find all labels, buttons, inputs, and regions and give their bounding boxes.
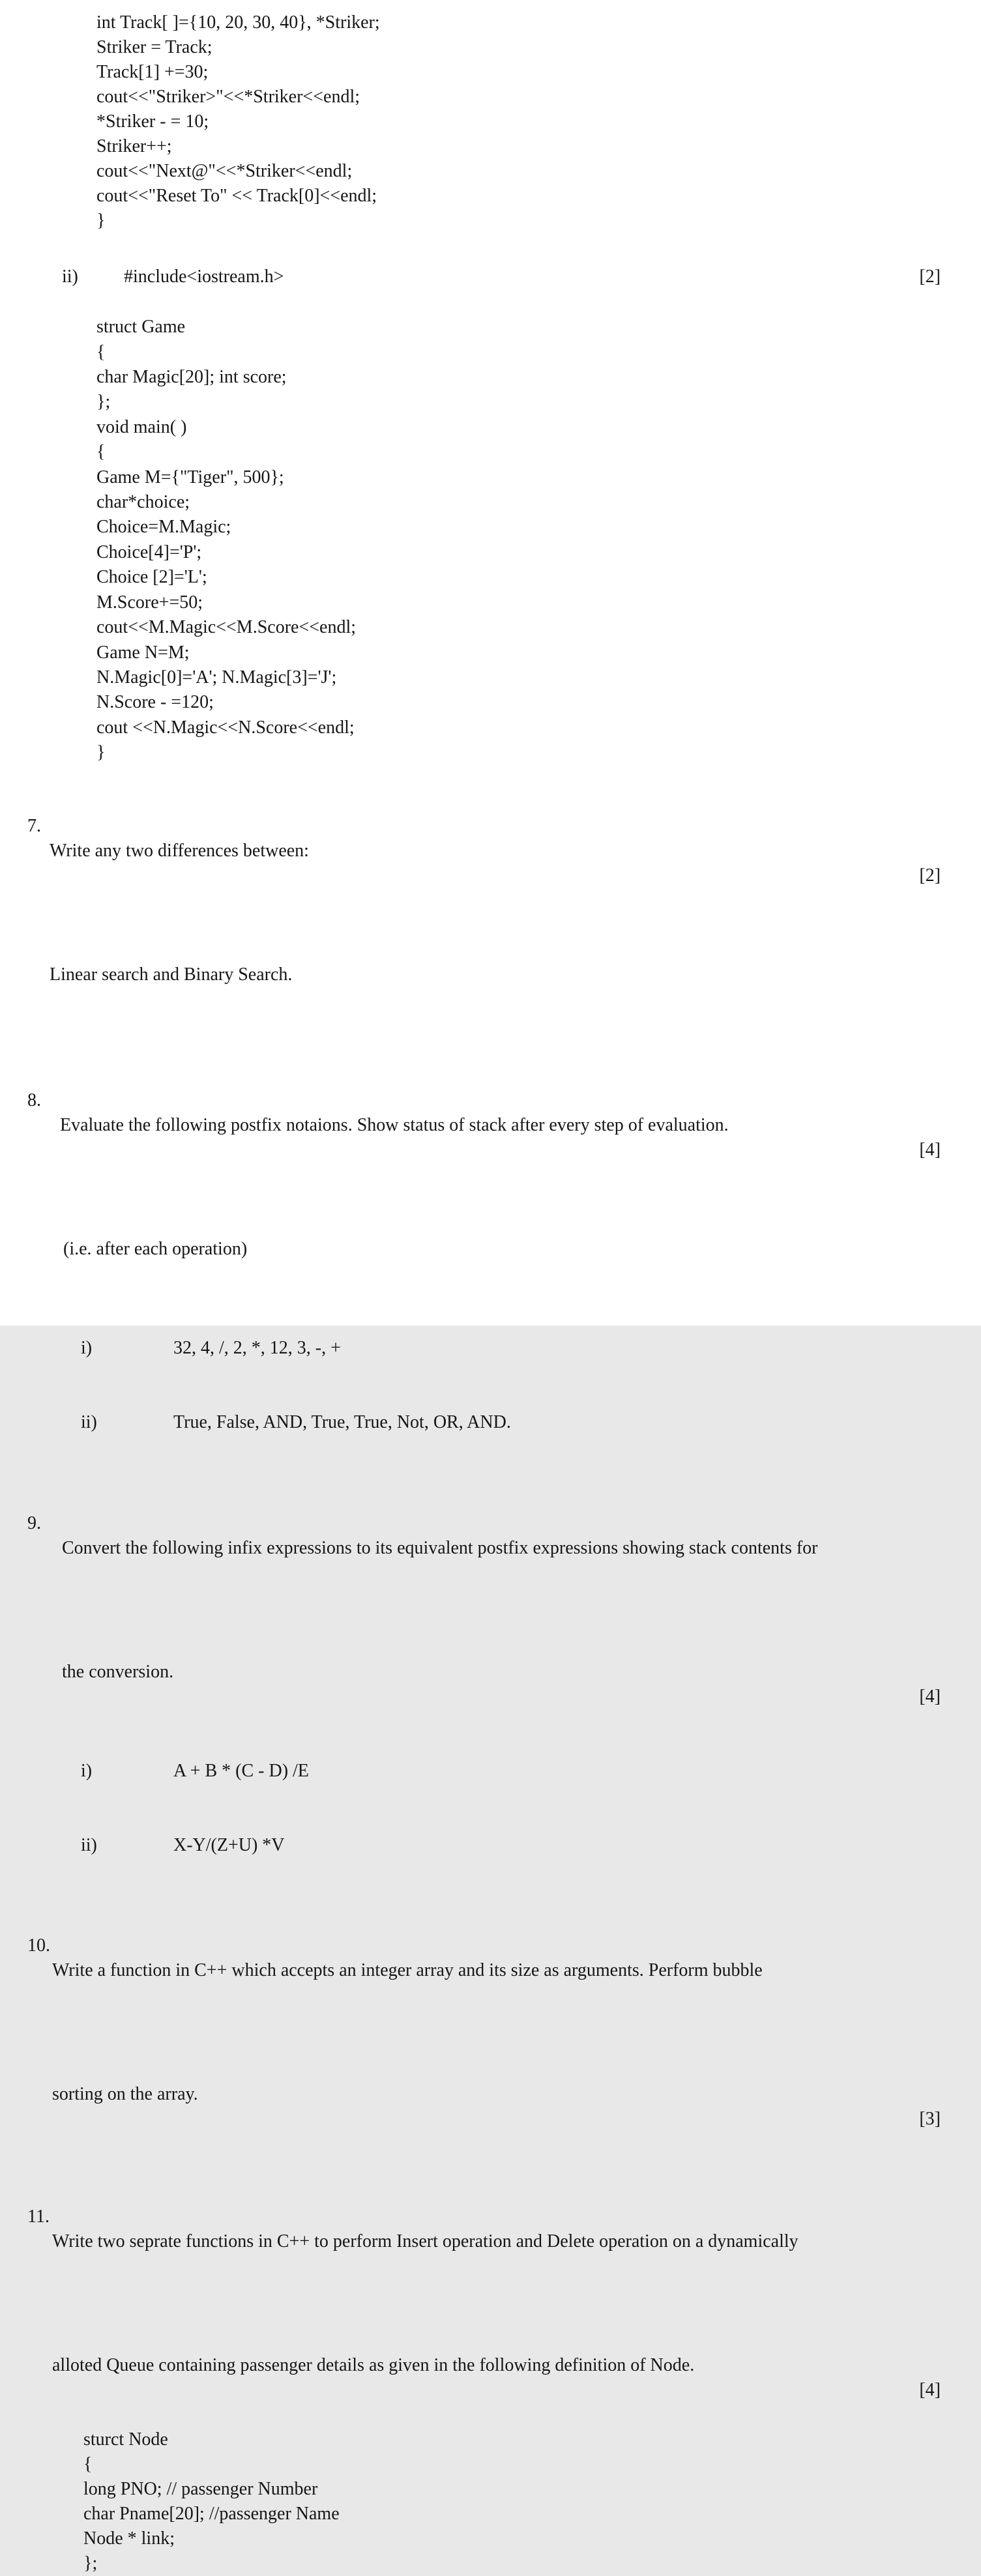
code-line: Game N=M; <box>96 642 190 663</box>
part-ii-first-line <box>0 240 981 315</box>
code-line: cout <<N.Magic<<N.Score<<endl; <box>96 717 355 738</box>
question-8-item-ii <box>0 1385 981 1460</box>
code-line: Striker++; <box>96 136 172 156</box>
code-line: M.Score+=50; <box>96 592 203 613</box>
question-number: 8. <box>27 1090 41 1110</box>
question-10 <box>0 1909 981 2156</box>
question-text: sorting on the array. <box>52 2083 198 2104</box>
code-line: { <box>96 341 106 362</box>
question-8 <box>0 1064 981 1460</box>
question-11-line-1 <box>0 2180 981 2304</box>
code-line: cout<<M.Magic<<M.Score<<endl; <box>96 617 357 638</box>
code-line: struct Game <box>96 317 186 338</box>
question-9-item-ii <box>0 1808 981 1883</box>
question-text: Write any two differences between: <box>50 840 309 861</box>
code-line: }; <box>96 392 111 412</box>
item-label: i) <box>81 1337 93 1358</box>
code-line: void main( ) <box>96 416 187 437</box>
question-text: (i.e. after each operation) <box>63 1238 248 1259</box>
code-line: *Striker - = 10; <box>96 111 209 132</box>
code-line: Choice=M.Magic; <box>96 517 231 538</box>
code-line: N.Magic[0]='A'; N.Magic[3]='J'; <box>96 667 337 687</box>
code-line: } <box>96 742 106 763</box>
code-line: cout<<"Reset To" << Track[0]<<endl; <box>96 186 377 206</box>
code-line: cout<<"Next@"<<*Striker<<endl; <box>96 161 353 181</box>
code-line: char Magic[20]; int score; <box>96 367 287 388</box>
code-line: Striker = Track; <box>96 37 212 57</box>
marks-badge: [4] <box>919 2379 941 2400</box>
question-number: 11. <box>27 2206 50 2227</box>
question-10-line-1 <box>0 1909 981 2033</box>
marks-badge: [3] <box>919 2108 941 2129</box>
code-line: int Track[ ]={10, 20, 30, 40}, *Striker; <box>96 12 380 33</box>
code-line: cout<<"Striker>"<<*Striker<<endl; <box>96 87 360 107</box>
question-10-line-2 <box>0 2033 981 2156</box>
item-text: A + B * (C - D) /E <box>173 1760 309 1781</box>
code-line: }; <box>83 2553 98 2573</box>
code-line: } <box>96 210 106 231</box>
code-line: { <box>96 442 106 463</box>
code-line: long PNO; // passenger Number <box>83 2478 318 2499</box>
code-line: char Pname[20]; //passenger Name <box>83 2503 340 2524</box>
item-text: True, False, AND, True, True, Not, OR, AND. <box>173 1411 511 1432</box>
question-text: Evaluate the following postfix notaions. Show status of stack after every step of evaluation. <box>60 1114 729 1135</box>
question-number: 10. <box>27 1935 50 1956</box>
question-9-item-i <box>0 1734 981 1808</box>
code-line: { <box>83 2453 93 2474</box>
question-text: Write a function in C++ which accepts an integer array and its size as arguments. Perform bubble <box>52 1960 763 1980</box>
question-number: 9. <box>27 1512 41 1533</box>
marks-badge: [4] <box>919 1139 941 1160</box>
question-8-line-1 <box>0 1064 981 1187</box>
item-label: i) <box>81 1760 93 1781</box>
question-text: Linear search and Binary Search. <box>50 964 293 985</box>
question-8-item-i <box>0 1311 981 1385</box>
code-line: Choice[4]='P'; <box>96 542 202 562</box>
question-8-line-2 <box>0 1187 981 1311</box>
item-label: ii) <box>81 1411 97 1432</box>
item-label: ii) <box>62 267 78 287</box>
question-number: 7. <box>27 815 41 836</box>
question-text: Convert the following infix expressions to its equivalent postfix expressions showing stack contents for <box>62 1537 818 1558</box>
code-line: sturct Node <box>83 2429 168 2450</box>
question-11-line-2 <box>0 2304 981 2427</box>
code-line: #include<iostream.h> <box>124 267 284 287</box>
marks-badge: [2] <box>919 267 941 287</box>
part-ii-block <box>0 240 981 766</box>
question-7-line-1 <box>0 789 981 913</box>
item-text: X-Y/(Z+U) *V <box>173 1834 285 1855</box>
question-7-line-2 <box>0 913 981 1037</box>
question-text: Write two seprate functions in C++ to perform Insert operation and Delete operation on a dynamically <box>52 2231 798 2251</box>
question-text: alloted Queue containing passenger details as given in the following definition of Node. <box>52 2354 695 2375</box>
code-line: char*choice; <box>96 492 190 513</box>
question-9-line-2 <box>0 1610 981 1734</box>
question-9 <box>0 1486 981 1883</box>
code-line: Choice [2]='L'; <box>96 567 207 588</box>
item-text: 32, 4, /, 2, *, 12, 3, -, + <box>173 1337 341 1358</box>
question-7 <box>0 789 981 1037</box>
question-text: the conversion. <box>62 1661 174 1682</box>
marks-badge: [4] <box>919 1686 941 1707</box>
question-9-line-1 <box>0 1486 981 1610</box>
part-i-code-block <box>0 0 981 233</box>
marks-badge: [2] <box>919 865 941 886</box>
item-label: ii) <box>81 1834 97 1855</box>
code-line: Game M={"Tiger", 500}; <box>96 467 284 487</box>
code-line: Node * link; <box>83 2528 175 2549</box>
code-line: N.Score - =120; <box>96 692 214 713</box>
code-line: Track[1] +=30; <box>96 62 209 82</box>
question-11 <box>0 2180 981 2576</box>
